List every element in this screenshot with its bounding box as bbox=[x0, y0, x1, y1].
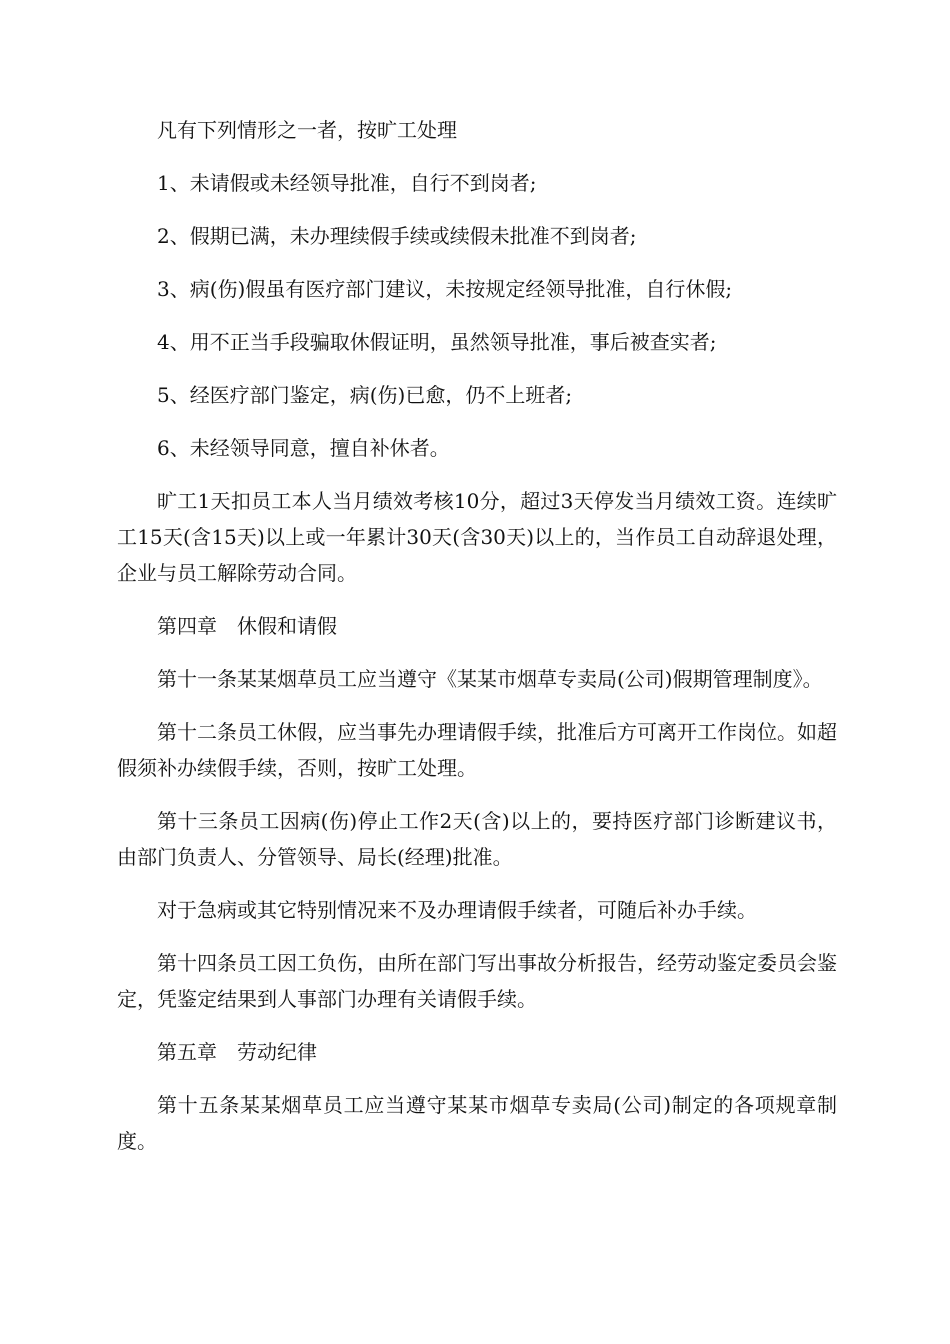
article-11: 第十一条某某烟草员工应当遵守《某某市烟草专卖局(公司)假期管理制度》。 bbox=[157, 667, 823, 691]
paragraph-absenteeism-penalty: 旷工1天扣员工本人当月绩效考核10分，超过3天停发当月绩效工资。连续旷工15天(含15天)以上或一年累计30天(含30天)以上的，当作员工自动辞退处理，企业与员工解除劳动合同。 bbox=[117, 489, 837, 585]
list-item-6: 6、未经领导同意，擅自补休者。 bbox=[157, 436, 450, 460]
list-item-2: 2、假期已满，未办理续假手续或续假未批准不到岗者; bbox=[157, 224, 637, 248]
list-item-1: 1、未请假或未经领导批准，自行不到岗者; bbox=[157, 171, 537, 195]
list-item-3: 3、病(伤)假虽有医疗部门建议，未按规定经领导批准，自行休假; bbox=[157, 277, 733, 301]
chapter-heading-5: 第五章 劳动纪律 bbox=[157, 1040, 317, 1064]
paragraph-emergency-leave: 对于急病或其它特别情况来不及办理请假手续者，可随后补办手续。 bbox=[157, 898, 757, 922]
article-12: 第十二条员工休假，应当事先办理请假手续，批准后方可离开工作岗位。如超假须补办续假手续，否则，按旷工处理。 bbox=[117, 720, 837, 780]
document-body bbox=[117, 112, 837, 1176]
chapter-heading-4: 第四章 休假和请假 bbox=[157, 614, 337, 638]
paragraph-absenteeism-intro: 凡有下列情形之一者，按旷工处理 bbox=[157, 118, 457, 142]
list-item-5: 5、经医疗部门鉴定，病(伤)已愈，仍不上班者; bbox=[157, 383, 573, 407]
article-15: 第十五条某某烟草员工应当遵守某某市烟草专卖局(公司)制定的各项规章制度。 bbox=[117, 1093, 837, 1153]
list-item-4: 4、用不正当手段骗取休假证明，虽然领导批准，事后被查实者; bbox=[157, 330, 717, 354]
article-13: 第十三条员工因病(伤)停止工作2天(含)以上的，要持医疗部门诊断建议书，由部门负责人、分管领导、局长(经理)批准。 bbox=[117, 809, 837, 869]
article-14: 第十四条员工因工负伤，由所在部门写出事故分析报告，经劳动鉴定委员会鉴定，凭鉴定结果到人事部门办理有关请假手续。 bbox=[117, 951, 837, 1011]
